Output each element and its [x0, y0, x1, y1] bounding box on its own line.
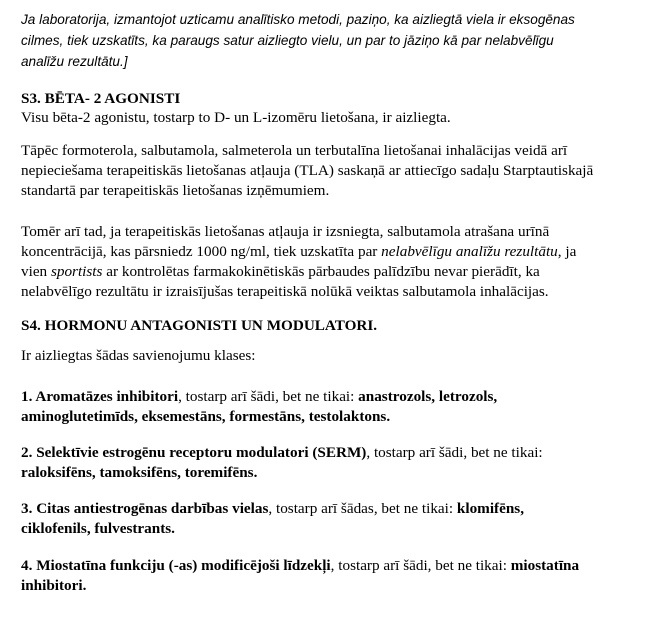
- s4-item-1-line-2: [21, 407, 635, 427]
- s4-item-4-line-1: [21, 556, 635, 576]
- s4-item-4-examples-b: inhibitori.: [21, 577, 87, 594]
- nelabveligu-rezultatu-term: nelabvēlīgu analīžu rezultātu: [381, 243, 558, 260]
- note-line-1: Ja laboratorija, izmantojot uzticamu analītisko metodi, paziņo, ka aizliegtā viela ir eksogēnas: [21, 12, 575, 27]
- s4-item-4: [21, 556, 635, 596]
- s4-item-2-line-2: [21, 463, 635, 483]
- s4-item-2-title: 2. Selektīvie estrogēnu receptoru modulatori (SERM): [21, 444, 367, 461]
- s4-intro-text: Ir aizliegtas šādas savienojumu klases:: [21, 347, 256, 364]
- s3-p2-line-3a: vien: [21, 263, 51, 280]
- s4-item-3-title: 3. Citas antiestrogēnas darbības vielas: [21, 500, 269, 517]
- s4-item-1-examples-a: anastrozols, letrozols,: [358, 388, 498, 405]
- s4-item-1-title: 1. Aromatāzes inhibitori: [21, 388, 179, 405]
- s3-p1-line-2: nepieciešama terapeitiskās lietošanas atļauja (TLA) saskaņā ar attiecīgo sadaļu Starptautiskajā: [21, 162, 594, 179]
- s4-item-3-line-1: [21, 499, 635, 519]
- s3-p1-line-3: standartā par terapeitiskās lietošanas izņēmumiem.: [21, 182, 330, 199]
- s3-p2-line-2a: koncentrācijā, kas pārsniedz 1000 ng/ml, tiek uzskatīta par: [21, 243, 382, 260]
- sportists-term: sportists: [50, 263, 103, 280]
- s4-item-4-examples-a: miostatīna: [510, 557, 580, 574]
- note-line-3: analīžu rezultātu.]: [21, 54, 128, 69]
- s4-item-1: [21, 387, 635, 427]
- s3-p2-line-3: [21, 262, 635, 282]
- s4-item-2: [21, 443, 635, 483]
- s4-item-3-examples-a: klomifēns,: [456, 500, 525, 517]
- s3-p2-line-4: nelabvēlīgo rezultātu ir izraisījušas terapeitiskā nolūkā veiktas salbutamola inhalācijas.: [21, 283, 549, 300]
- s4-item-2-examples: raloksifēns, tamoksifēns, toremifēns.: [21, 464, 258, 481]
- s4-item-3-line-2: [21, 519, 635, 539]
- note-line-2: cilmes, tiek uzskatīts, ka paraugs satur aizliegto vielu, un par to jāziņo kā par nelabvēlīgu: [21, 33, 554, 48]
- s4-item-4-title: 4. Miostatīna funkciju (-as) modificējoši līdzekļi: [21, 557, 331, 574]
- s3-p1-line-1: Tāpēc formoterola, salbutamola, salmeterola un terbutalīna lietošanai inhalācijas veidā arī: [21, 142, 568, 159]
- s3-p2-line-2b: , ja: [557, 243, 577, 260]
- s4-item-4-line-2: [21, 576, 635, 596]
- s3-p2-line-1: Tomēr arī tad, ja terapeitiskās lietošanas atļauja ir izsniegta, salbutamola atrašana urīnā: [21, 223, 550, 240]
- s4-intro: [21, 346, 635, 366]
- s4-item-1-text: , tostarp arī šādi, bet ne tikai:: [178, 388, 359, 405]
- s3-p2-line-2: [21, 242, 635, 262]
- s4-item-2-line-1: [21, 443, 635, 463]
- s4-item-1-line-1: [21, 387, 635, 407]
- eksogenas-note: [21, 9, 638, 72]
- s4-item-3-examples-b: ciklofenils, fulvestrants.: [21, 520, 175, 537]
- s4-item-3-text: , tostarp arī šādas, bet ne tikai:: [268, 500, 457, 517]
- s4-item-4-text: , tostarp arī šādi, bet ne tikai:: [330, 557, 511, 574]
- s4-item-2-text: , tostarp arī šādi, bet ne tikai:: [366, 444, 543, 461]
- s3-intro: [21, 108, 635, 128]
- s3-paragraph-1: [21, 141, 635, 201]
- s4-item-1-examples-b: aminoglutetimīds, eksemestāns, formestāns, testolaktons.: [21, 408, 391, 425]
- s4-item-3: [21, 499, 635, 539]
- s4-heading: S4. HORMONU ANTAGONISTI UN MODULATORI.: [21, 317, 378, 334]
- s3-intro-text: Visu bēta-2 agonistu, tostarp to D- un L-izomēru lietošana, ir aizliegta.: [21, 109, 451, 126]
- s3-heading: S3. BĒTA- 2 AGONISTI: [21, 90, 181, 107]
- s3-paragraph-2: [21, 222, 635, 302]
- s3-p2-line-3b: ar kontrolētas farmakokinētiskās pārbaudes palīdzību nevar pierādīt, ka: [102, 263, 540, 280]
